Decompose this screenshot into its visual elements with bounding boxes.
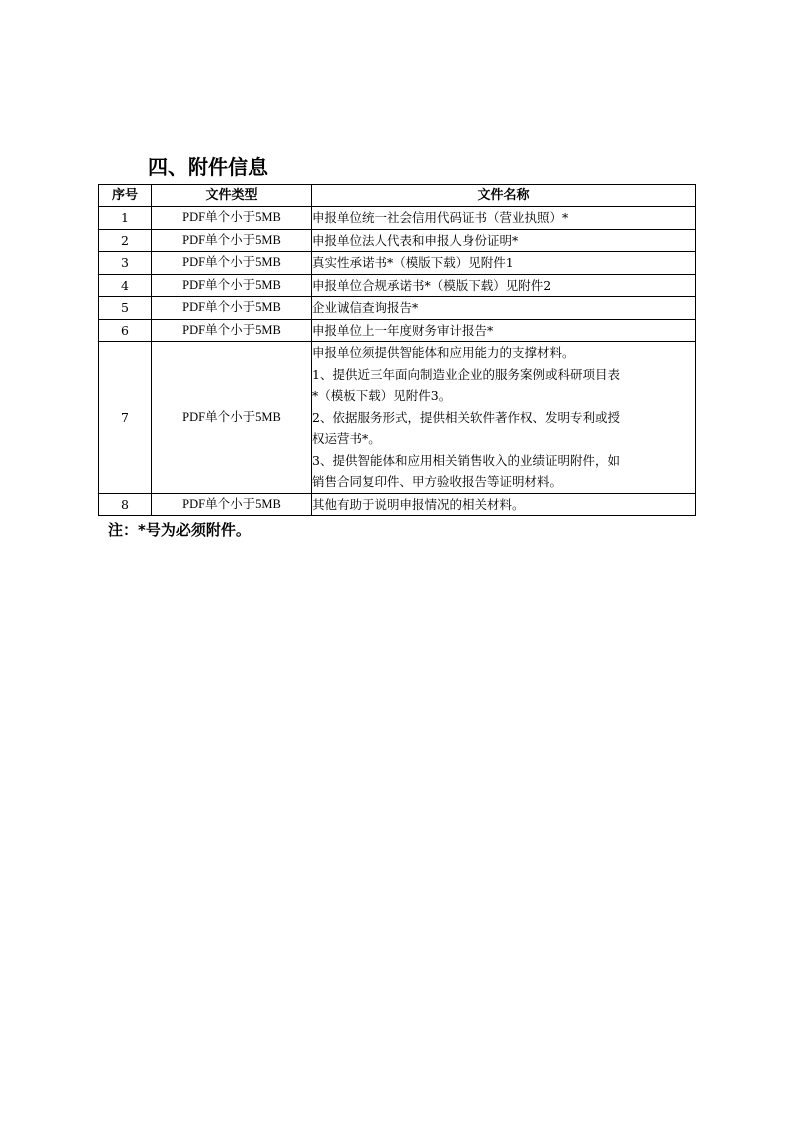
- row-file-type: PDF单个小于5MB: [152, 297, 312, 320]
- attachment-table: [98, 184, 696, 516]
- file-name-line: 申报单位统一社会信用代码证书（营业执照）*: [312, 210, 569, 225]
- row-file-type: PDF单个小于5MB: [152, 274, 312, 297]
- row-file-name: [312, 207, 696, 230]
- file-name-line: 销售合同复印件、甲方验收报告等证明材料。: [312, 474, 563, 489]
- row-number: 8: [99, 493, 152, 516]
- row-file-name: [312, 229, 696, 252]
- row-file-name: [312, 297, 696, 320]
- footnote: 注：*号为必须附件。: [108, 521, 251, 539]
- file-name-line: *（模板下载）见附件3。: [312, 388, 452, 403]
- row-file-type: PDF单个小于5MB: [152, 493, 312, 516]
- table-header-row: [99, 185, 696, 207]
- file-name-line: 真实性承诺书*（模版下载）见附件1: [312, 255, 514, 270]
- row-number: 1: [99, 207, 152, 230]
- file-name-line: 企业诚信查询报告*: [312, 300, 419, 315]
- row-file-type: PDF单个小于5MB: [152, 207, 312, 230]
- file-name-line: 申报单位合规承诺书*（模版下载）见附件2: [312, 277, 552, 293]
- file-name-line: 权运营书*。: [312, 431, 381, 446]
- row-file-name: [312, 342, 696, 494]
- file-name-line: 申报单位上一年度财务审计报告*: [312, 322, 494, 338]
- header-file-name: 文件名称: [312, 185, 696, 207]
- file-name-line: 3、提供智能体和应用相关销售收入的业绩证明附件，如: [312, 452, 620, 468]
- row-file-type: PDF单个小于5MB: [152, 252, 312, 275]
- table-row: [99, 207, 696, 230]
- row-file-type: PDF单个小于5MB: [152, 319, 312, 342]
- file-name-line: 2、依据服务形式，提供相关软件著作权、发明专利或授: [312, 409, 620, 425]
- row-number: 5: [99, 297, 152, 320]
- section-title: 四、附件信息: [148, 155, 268, 179]
- row-number: 6: [99, 319, 152, 342]
- table-row: [99, 252, 696, 275]
- table-row: [99, 229, 696, 252]
- file-name-line: 申报单位须提供智能体和应用能力的支撑材料。: [312, 345, 575, 360]
- row-file-name: [312, 252, 696, 275]
- row-number: 4: [99, 274, 152, 297]
- row-file-type: PDF单个小于5MB: [152, 229, 312, 252]
- table-row: [99, 493, 696, 516]
- header-serial-number: 序号: [99, 185, 152, 207]
- table-row: [99, 274, 696, 297]
- table-row: [99, 342, 696, 494]
- file-name-line: 1、提供近三年面向制造业企业的服务案例或科研项目表: [312, 366, 620, 382]
- table-row: [99, 297, 696, 320]
- table-row: [99, 319, 696, 342]
- row-number: 2: [99, 229, 152, 252]
- row-file-name: [312, 274, 696, 297]
- file-name-line: 申报单位法人代表和申报人身份证明*: [312, 232, 519, 248]
- header-file-type: 文件类型: [152, 185, 312, 207]
- row-number: 7: [99, 342, 152, 494]
- file-name-line: 其他有助于说明申报情况的相关材料。: [312, 496, 525, 512]
- row-file-name: [312, 319, 696, 342]
- row-file-type: PDF单个小于5MB: [152, 342, 312, 494]
- row-number: 3: [99, 252, 152, 275]
- row-file-name: [312, 493, 696, 516]
